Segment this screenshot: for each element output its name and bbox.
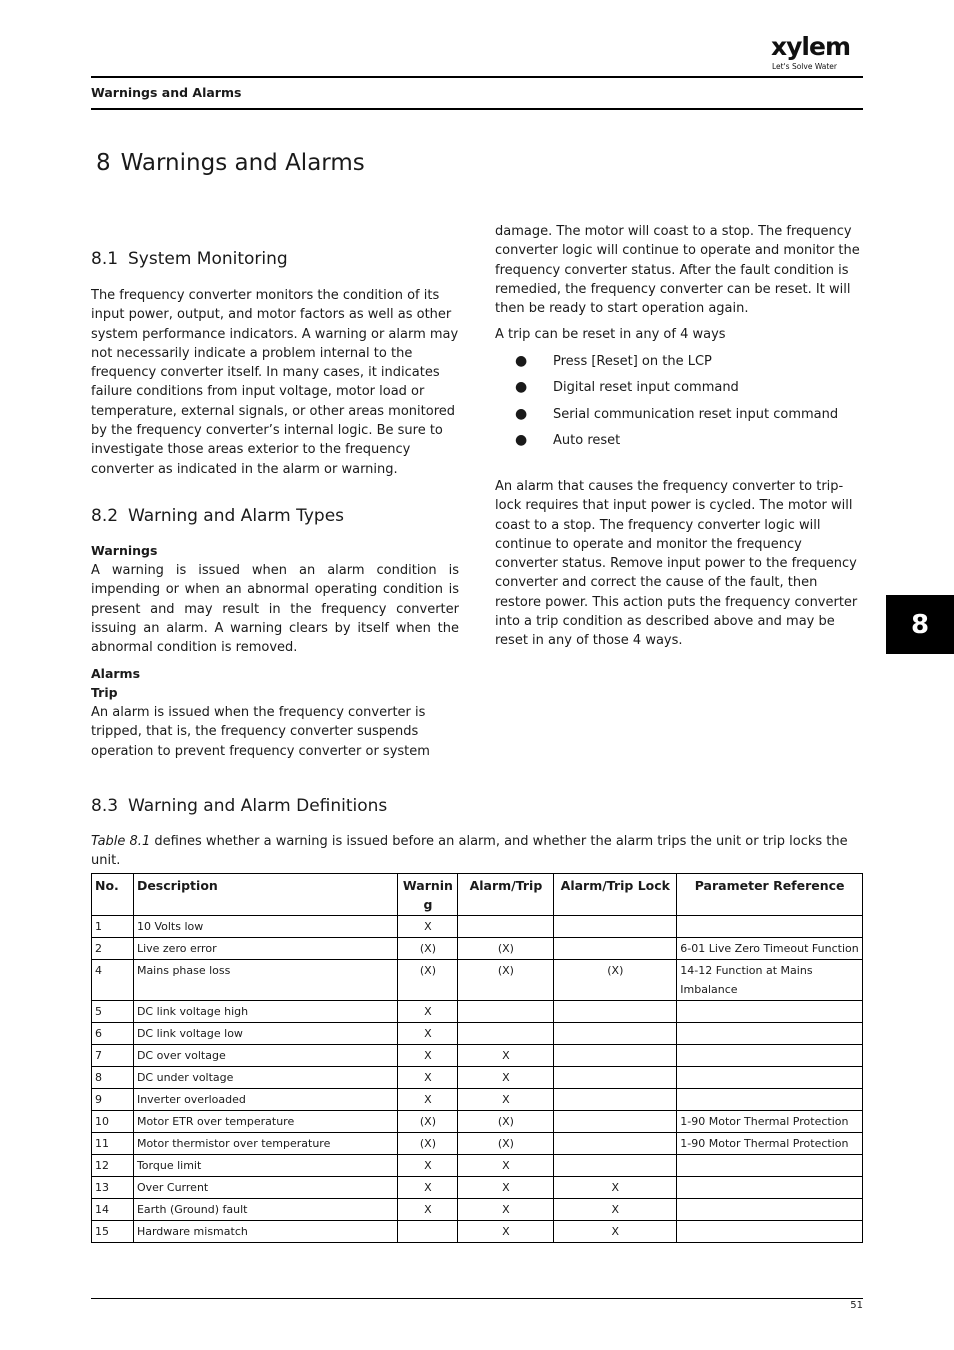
column-header-alarm-trip: Alarm/Trip (458, 874, 554, 916)
cell-no: 4 (92, 960, 134, 1001)
cell-description: Torque limit (133, 1155, 398, 1177)
cell-alarm-trip: X (458, 1199, 554, 1221)
cell-alarm-trip-lock (554, 1155, 677, 1177)
chapter-side-tab: 8 (886, 595, 954, 654)
cell-warning: X (398, 1001, 458, 1023)
table-row (92, 1001, 863, 1023)
cell-alarm-trip: (X) (458, 960, 554, 1001)
cell-parameter-reference: 6-01 Live Zero Timeout Function (677, 938, 863, 960)
table-row (92, 916, 863, 938)
section-number: 8.1 (91, 249, 119, 269)
cell-no: 12 (92, 1155, 134, 1177)
cell-description: Over Current (133, 1177, 398, 1199)
warnings-label: Warnings (91, 543, 158, 558)
paragraph: The frequency converter monitors the condition of its input power, output, and motor factors as well as other system performance indicators. A warning or alarm may not necessarily indicate a problem internal to the frequency converter itself. In many cases, it indicates failure conditions from input voltage, motor load or temperature, external signals, or other areas monitored by the frequency converter’s internal logic. Be sure to investigate those areas exterior to the frequency converter as indicated in the alarm or warning. (91, 288, 459, 477)
cell-no: 10 (92, 1111, 134, 1133)
table-row (92, 1177, 863, 1199)
cell-alarm-trip-lock (554, 1089, 677, 1111)
table-reference-link[interactable]: Table 8.1 (91, 834, 151, 849)
cell-warning: X (398, 1045, 458, 1067)
system-monitoring-paragraph (91, 286, 459, 479)
cell-parameter-reference (677, 916, 863, 938)
list-item-text: Serial communication reset input command (553, 406, 839, 422)
cell-alarm-trip-lock (554, 1067, 677, 1089)
cell-no: 5 (92, 1001, 134, 1023)
cell-alarm-trip: X (458, 1221, 554, 1243)
trip-label: Trip (91, 685, 118, 700)
cell-parameter-reference (677, 1001, 863, 1023)
table-row (92, 1023, 863, 1045)
cell-alarm-trip (458, 1001, 554, 1023)
table-row (92, 1199, 863, 1221)
section-heading-8-1 (91, 249, 459, 269)
section-title: System Monitoring (128, 249, 288, 269)
cell-description: Live zero error (133, 938, 398, 960)
cell-alarm-trip-lock: X (554, 1199, 677, 1221)
bullet-icon: ● (515, 431, 528, 448)
cell-no: 8 (92, 1067, 134, 1089)
header-rule-top (91, 76, 863, 78)
list-item-text: Digital reset input command (553, 380, 739, 396)
paragraph: A warning is issued when an alarm condition is impending or when an abnormal operating condition is present and may result in the frequency converter issuing an alarm. A warning clears by itself when the abnormal condition is removed. (91, 563, 459, 656)
cell-alarm-trip: X (458, 1155, 554, 1177)
column-header-no: No. (92, 874, 134, 916)
table-header-row (92, 874, 863, 916)
section-title: Warning and Alarm Definitions (128, 796, 388, 816)
cell-warning: X (398, 1177, 458, 1199)
table-row (92, 1045, 863, 1067)
cell-warning: X (398, 1199, 458, 1221)
cell-warning: (X) (398, 1111, 458, 1133)
bullet-icon: ● (515, 353, 528, 369)
list-item (495, 405, 863, 431)
cell-alarm-trip-lock (554, 1023, 677, 1045)
list-item (495, 378, 863, 404)
cell-parameter-reference (677, 1199, 863, 1221)
cell-alarm-trip-lock (554, 916, 677, 938)
cell-alarm-trip-lock (554, 1111, 677, 1133)
header-line: Warnin (402, 878, 453, 893)
table-row (92, 1089, 863, 1111)
cell-description: Mains phase loss (133, 960, 398, 1001)
bullet-icon: ● (515, 405, 528, 422)
cell-parameter-reference (677, 1221, 863, 1243)
cell-alarm-trip: (X) (458, 938, 554, 960)
cell-warning: X (398, 1023, 458, 1045)
header-line: g (423, 897, 433, 912)
cell-description: Inverter overloaded (133, 1089, 398, 1111)
section-number: 8.3 (91, 796, 119, 816)
bullet-icon: ● (515, 379, 528, 396)
cell-alarm-trip (458, 1023, 554, 1045)
table-row (92, 1111, 863, 1133)
cell-description: 10 Volts low (133, 916, 398, 938)
cell-parameter-reference (677, 1155, 863, 1177)
cell-alarm-trip: (X) (458, 1133, 554, 1155)
reset-intro: A trip can be reset in any of 4 ways (495, 327, 726, 342)
cell-parameter-reference (677, 1177, 863, 1199)
xylem-logo: xylem (771, 32, 850, 61)
cell-warning: (X) (398, 1133, 458, 1155)
cell-warning: (X) (398, 960, 458, 1001)
list-item (495, 352, 863, 378)
running-header: Warnings and Alarms (91, 85, 242, 100)
cell-description: Motor thermistor over temperature (133, 1133, 398, 1155)
cell-parameter-reference: 1-90 Motor Thermal Protection (677, 1133, 863, 1155)
cell-alarm-trip-lock: (X) (554, 960, 677, 1001)
section-heading-8-2 (91, 506, 459, 526)
cell-warning: X (398, 1089, 458, 1111)
cell-alarm-trip: X (458, 1045, 554, 1067)
chapter-number: 8 (96, 150, 111, 176)
table-row (92, 960, 863, 1001)
cell-warning: X (398, 1067, 458, 1089)
cell-no: 13 (92, 1177, 134, 1199)
cell-parameter-reference (677, 1067, 863, 1089)
trip-lock-paragraph (495, 477, 863, 651)
cell-no: 1 (92, 916, 134, 938)
list-item-text: Auto reset (553, 432, 621, 448)
trip-paragraph (91, 703, 459, 761)
column-header-parameter-reference: Parameter Reference (677, 874, 863, 916)
table-row (92, 1133, 863, 1155)
list-item (495, 431, 863, 457)
cell-alarm-trip: X (458, 1067, 554, 1089)
paragraph: An alarm is issued when the frequency converter is tripped, that is, the frequency converter suspends operation to prevent frequency converter or system (91, 705, 430, 759)
cell-no: 9 (92, 1089, 134, 1111)
cell-no: 6 (92, 1023, 134, 1045)
cell-no: 11 (92, 1133, 134, 1155)
header-rule-bottom (91, 108, 863, 110)
trip-continuation-paragraph (495, 222, 863, 318)
cell-description: DC link voltage low (133, 1023, 398, 1045)
table-row (92, 1221, 863, 1243)
cell-description: DC over voltage (133, 1045, 398, 1067)
chapter-title-text: Warnings and Alarms (120, 150, 365, 176)
cell-parameter-reference (677, 1089, 863, 1111)
column-header-warning (398, 874, 458, 916)
cell-alarm-trip-lock (554, 1001, 677, 1023)
warnings-paragraph (91, 561, 459, 657)
cell-description: DC under voltage (133, 1067, 398, 1089)
footer-rule (91, 1298, 863, 1299)
cell-warning: X (398, 1155, 458, 1177)
chapter-title (96, 150, 365, 176)
cell-alarm-trip: (X) (458, 1111, 554, 1133)
page-number: 51 (850, 1300, 863, 1311)
cell-alarm-trip-lock: X (554, 1177, 677, 1199)
column-header-description: Description (133, 874, 398, 916)
section-title: Warning and Alarm Types (128, 506, 345, 526)
warning-alarm-table (91, 873, 863, 1243)
cell-alarm-trip: X (458, 1089, 554, 1111)
cell-alarm-trip-lock: X (554, 1221, 677, 1243)
section-number: 8.2 (91, 506, 119, 526)
reset-ways-list (495, 352, 863, 457)
cell-warning: (X) (398, 938, 458, 960)
logo-tagline: Let's Solve Water (772, 62, 837, 71)
section-heading-8-3 (91, 796, 691, 816)
cell-parameter-reference (677, 1023, 863, 1045)
table-body (92, 916, 863, 1243)
table-intro-text: defines whether a warning is issued before an alarm, and whether the alarm trips the unit or trip locks the unit. (91, 834, 848, 869)
paragraph: damage. The motor will coast to a stop. The frequency converter logic will continue to operate and monitor the frequency converter status. After the fault condition is remedied, the frequency converter can be reset. It will then be ready to start operation again. (495, 224, 860, 317)
cell-parameter-reference: 14-12 Function at Mains Imbalance (677, 960, 863, 1001)
cell-description: DC link voltage high (133, 1001, 398, 1023)
cell-description: Motor ETR over temperature (133, 1111, 398, 1133)
cell-alarm-trip-lock (554, 1133, 677, 1155)
paragraph: An alarm that causes the frequency converter to trip-lock requires that input power is cycled. The motor will coast to a stop. The frequency converter logic will continue to operate and monitor the frequency converter status. Remove input power to the frequency converter and correct the cause of the fault, then restore power. This action puts the frequency converter into a trip condition as described above and may be reset in any of those 4 ways. (495, 479, 858, 649)
cell-parameter-reference (677, 1045, 863, 1067)
table-intro (91, 832, 863, 871)
cell-parameter-reference: 1-90 Motor Thermal Protection (677, 1111, 863, 1133)
cell-warning: X (398, 916, 458, 938)
table-row (92, 1067, 863, 1089)
alarms-label: Alarms (91, 666, 141, 681)
cell-description: Earth (Ground) fault (133, 1199, 398, 1221)
list-item-text: Press [Reset] on the LCP (553, 354, 712, 369)
cell-alarm-trip: X (458, 1177, 554, 1199)
cell-no: 14 (92, 1199, 134, 1221)
cell-alarm-trip (458, 916, 554, 938)
table-row (92, 938, 863, 960)
column-header-alarm-trip-lock: Alarm/Trip Lock (554, 874, 677, 916)
cell-description: Hardware mismatch (133, 1221, 398, 1243)
cell-no: 7 (92, 1045, 134, 1067)
cell-no: 2 (92, 938, 134, 960)
cell-warning (398, 1221, 458, 1243)
cell-alarm-trip-lock (554, 1045, 677, 1067)
table-row (92, 1155, 863, 1177)
cell-alarm-trip-lock (554, 938, 677, 960)
cell-no: 15 (92, 1221, 134, 1243)
